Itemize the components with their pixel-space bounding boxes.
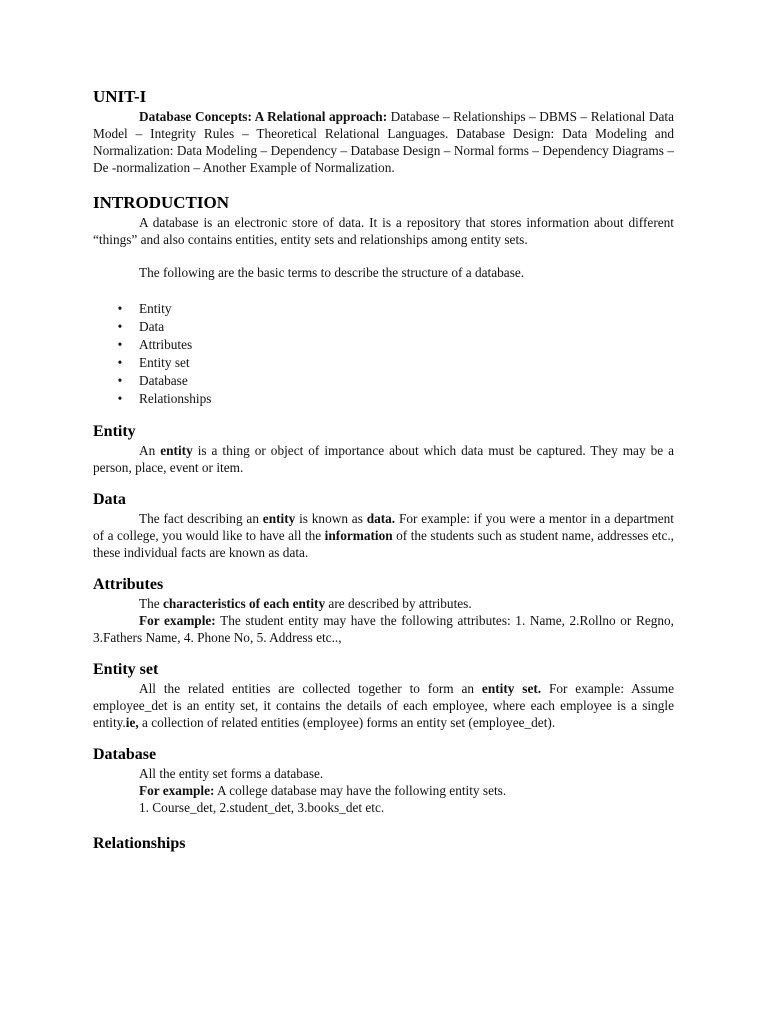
entity-set-paragraph bbox=[93, 680, 674, 731]
unit-topics-text: Database – Relationships – DBMS – Relational Data Model – Integrity Rules – Theoretical Relational Languages. Database Design: Data Modeling and Normalization: Data Modeling – Dependency – Database Design – Normal forms – Dependency Diagrams – De -normalization – Another Example of Normalization. bbox=[93, 109, 674, 175]
list-item bbox=[93, 390, 674, 408]
data-heading: Data bbox=[93, 491, 126, 508]
database-example-label: For example: bbox=[139, 783, 215, 798]
attributes-term: characteristics of each entity bbox=[163, 596, 326, 611]
introduction-heading: INTRODUCTION bbox=[93, 193, 230, 212]
database-entity-sets: 1. Course_det, 2.student_det, 3.books_det etc. bbox=[139, 800, 385, 815]
bullet-icon: • bbox=[117, 391, 123, 406]
unit-topics-paragraph bbox=[93, 108, 674, 176]
bullet-icon: • bbox=[117, 337, 123, 352]
data-term-data: data. bbox=[366, 511, 396, 526]
list-item-label: Data bbox=[139, 319, 165, 334]
unit-title: UNIT-I bbox=[93, 87, 147, 106]
entity-set-text-3: a collection of related entities (employee) forms an entity set (employee_det). bbox=[138, 715, 556, 730]
entity-set-term: entity set. bbox=[481, 681, 542, 696]
attributes-example bbox=[93, 612, 674, 646]
entity-set-ie: ie, bbox=[125, 715, 139, 730]
introduction-paragraph: A database is an electronic store of data. It is a repository that stores information about different “things” and also contains entities, entity sets and relationships among entity sets. bbox=[93, 215, 674, 247]
attributes-example-label: For example: bbox=[139, 613, 216, 628]
bullet-icon: • bbox=[117, 301, 123, 316]
data-text-2: is known as bbox=[295, 511, 367, 526]
data-text-1: The fact describing an bbox=[139, 511, 263, 526]
basic-terms-intro: The following are the basic terms to describe the structure of a database. bbox=[139, 265, 525, 280]
list-item bbox=[93, 354, 674, 372]
attributes-heading: Attributes bbox=[93, 576, 164, 593]
basic-terms-list bbox=[93, 300, 674, 408]
unit-topics-label: Database Concepts: A Relational approach: bbox=[139, 109, 388, 124]
database-line-1: All the entity set forms a database. bbox=[139, 766, 324, 781]
attributes-paragraph bbox=[93, 595, 674, 612]
entity-set-text-2: For example: Assume employee_det is an entity set, it contains the details of each employee, where each employee is a single entity. bbox=[93, 681, 674, 730]
list-item-label: Entity bbox=[139, 301, 172, 316]
bullet-icon: • bbox=[117, 373, 123, 388]
database-heading: Database bbox=[93, 746, 157, 763]
list-item bbox=[93, 372, 674, 390]
list-item bbox=[93, 300, 674, 318]
list-item bbox=[93, 318, 674, 336]
attributes-text-2: are described by attributes. bbox=[325, 596, 472, 611]
list-item-label: Relationships bbox=[139, 391, 212, 406]
entity-paragraph bbox=[93, 442, 674, 476]
data-text-4: of the students such as student name, addresses etc., these individual facts are known as data. bbox=[93, 528, 675, 560]
bullet-icon: • bbox=[117, 319, 123, 334]
list-item bbox=[93, 336, 674, 354]
list-item-label: Attributes bbox=[139, 337, 193, 352]
list-item-label: Database bbox=[139, 373, 188, 388]
database-example-text: A college database may have the following entity sets. bbox=[214, 783, 507, 798]
data-term-information: information bbox=[324, 528, 393, 543]
entity-text-2: is a thing or object of importance about which data must be captured. They may be a person, place, event or item. bbox=[93, 443, 675, 475]
entity-heading: Entity bbox=[93, 423, 136, 440]
entity-set-heading: Entity set bbox=[93, 661, 159, 678]
entity-text-1: An bbox=[139, 443, 161, 458]
list-item-label: Entity set bbox=[139, 355, 190, 370]
bullet-icon: • bbox=[117, 355, 123, 370]
relationships-heading: Relationships bbox=[93, 835, 186, 852]
document-body bbox=[93, 86, 674, 854]
database-example bbox=[93, 782, 674, 799]
entity-set-text-1: All the related entities are collected together to form an bbox=[139, 681, 482, 696]
data-text-3: For example: if you were a mentor in a department of a college, you would like to have all the bbox=[93, 511, 674, 543]
data-paragraph bbox=[93, 510, 674, 561]
attributes-text-1: The bbox=[139, 596, 163, 611]
data-term-entity: entity bbox=[262, 511, 296, 526]
attributes-example-text: The student entity may have the following attributes: 1. Name, 2.Rollno or Regno, 3.Fathers Name, 4. Phone No, 5. Address etc.., bbox=[93, 613, 674, 645]
entity-term: entity bbox=[160, 443, 193, 458]
